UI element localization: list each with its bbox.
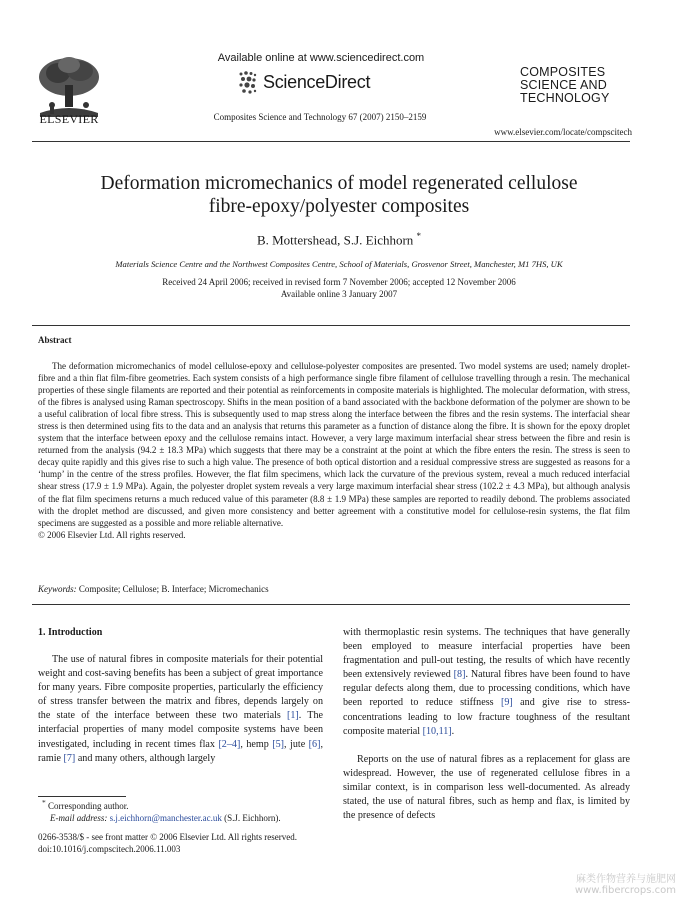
journal-name-line: COMPOSITES xyxy=(520,65,606,79)
affiliation: Materials Science Centre and the Northwest Composites Centre, School of Materials, Grosvenor Street, Manchester, M1 7HS, UK xyxy=(115,259,563,269)
citation-link[interactable]: [5] xyxy=(272,738,285,750)
introduction-heading: 1. Introduction xyxy=(38,627,103,638)
citation-link[interactable]: [6] xyxy=(308,738,321,750)
body-text: and many others, although largely xyxy=(75,752,216,764)
email-owner: (S.J. Eichhorn). xyxy=(224,812,281,823)
watermark-line: 麻类作物营养与施肥网 xyxy=(576,874,676,885)
body-text: . Natural fibres have been found to have regular defects along them, due to processing conditions, which have been reported to reduce stiffness xyxy=(343,669,630,709)
available-date: Available online 3 January 2007 xyxy=(280,289,398,299)
intro-paragraph-1-continued xyxy=(343,626,630,739)
publisher-name: ELSEVIER xyxy=(39,112,99,126)
journal-citation: Composites Science and Technology 67 (2007) 2150–2159 xyxy=(213,112,427,122)
citation-link[interactable]: [1] xyxy=(287,710,299,722)
issn-line: 0266-3538/$ - see front matter © 2006 Elsevier Ltd. All rights reserved. xyxy=(38,832,298,842)
footnote-text: Corresponding author. xyxy=(48,801,129,811)
body-text: . The interfacial properties of many model composite systems have been investigated, including in recent times flax xyxy=(38,710,323,750)
abstract-copyright: © 2006 Elsevier Ltd. All rights reserved. xyxy=(38,529,186,540)
header-divider xyxy=(32,141,630,142)
journal-name-line: SCIENCE AND xyxy=(520,78,607,92)
keywords-text: Composite; Cellulose; B. Interface; Micromechanics xyxy=(78,584,269,594)
watermark-line: www.fibercrops.com xyxy=(574,885,676,896)
footnote xyxy=(38,797,328,824)
email-link[interactable]: s.j.eichhorn@manchester.ac.uk xyxy=(109,812,222,823)
citation-link[interactable]: [9] xyxy=(500,697,513,709)
article-history xyxy=(40,276,638,300)
body-text: The use of natural fibres in composite materials for their potential weight and cost-saving benefits has been a subject of great importance for many years. Fibre composite properties, particularly the efficiency of stress transfer between the matrix and fibres, depends largely on the state of the interface between these two materials xyxy=(38,654,323,722)
title-line: fibre-epoxy/polyester composites xyxy=(208,196,470,217)
body-text: and give rise to stress-concentrations leading to low fracture toughness of the resultant composite material xyxy=(343,697,630,737)
citation-link[interactable]: [8] xyxy=(453,669,466,681)
article-title xyxy=(40,172,638,218)
sciencedirect-wordmark: ScienceDirect xyxy=(263,72,371,92)
abstract-bottom-divider xyxy=(32,604,630,605)
journal-name-line: TECHNOLOGY xyxy=(520,91,610,105)
citation-link[interactable]: [7] xyxy=(63,752,76,764)
intro-paragraph-1 xyxy=(38,653,323,766)
footnote-mark: * xyxy=(42,798,46,807)
author-list xyxy=(40,231,638,248)
title-line: Deformation micromechanics of model regenerated cellulose xyxy=(100,173,578,194)
authors-text: B. Mottershead, S.J. Eichhorn xyxy=(256,232,414,248)
abstract-heading: Abstract xyxy=(38,335,72,345)
body-text: with thermoplastic resin systems. The techniques that have generally been employed to measure interfacial properties have been fragmentation and pull-out testing, the results of which have recently been extensively reviewed xyxy=(343,627,630,681)
abstract-body xyxy=(38,360,630,541)
citation-link[interactable]: [2–4] xyxy=(218,738,241,750)
sciencedirect-dots-logo-icon xyxy=(238,70,258,96)
site-watermark xyxy=(540,874,676,896)
abstract-top-divider xyxy=(32,325,630,326)
intro-paragraph-2: Reports on the use of natural fibres as a replacement for glass are widespread. However, the use of regenerated cellulose fibres in a similar context, is in comparison less well-documented. As already stated, the use of natural fibres, such as hemp and flax, is limited by the presence of defects xyxy=(343,754,630,822)
keywords-label: Keywords: xyxy=(38,584,77,594)
abstract-text: The deformation micromechanics of model cellulose-epoxy and cellulose-polyester composites are presented. Two model systems are used; namely droplet-fibre and a thin flat film-fibre geometries. Each system consists of a high performance single fibre filament of cellulose travelling through a resin. The mechanical properties of these single filaments are reported and their potential as reinforcements in composite materials is highlighted. The molecular deformation, with stress, of the fibres is analysed using Raman spectroscopy. Shifts in the mean position of a band associated with the backbone deformation of the polymer are shown to be a useful calibration of local fibre stress. This is subsequently used to map stress along the interface between the fibres and the resin systems. The interfacial shear stress is then determined using fits to the data and an analysis that returns this parameter as a function of distance along the fibre. It is shown for the epoxy droplet system that the interface between epoxy and the cellulose remains intact. However, a very large maximum interfacial shear stress between the fibre and resin is returned from the analysis (94.2 ± 18.3 MPa) which suggests that there may be a constraint at the point at which the fibre enters the resin. The stress is seen to decay quite rapidly and this gives rise to such a high value. The presence of both optical distortion and a residual compressive stress are suggested as reasons for a ‘hump’ in the centre of the stress profiles. However, the flat film specimens, which lack the curvature of the previous system, reveal a much reduced interfacial shear stress (17.9 ± 1.9 MPa). Again, the polyester droplet system reveals a very large maximum interfacial shear stress (102.2 ± 4.3 MPa), but although analysis of the flat film specimens returns a much reduced value of this parameter (8.8 ± 1.9 MPa) these samples are reported to readily debond. The problems associated with the droplet method are discussed, and given more consistency and better agreement with a constitutive model for cellulose-resin systems, the flat film specimens are suggested as a possible and more reliable alternative. xyxy=(38,361,630,528)
citation-link[interactable]: [10,11] xyxy=(422,725,452,737)
body-text: , hemp xyxy=(240,738,273,750)
available-online-text[interactable]: Available online at www.sciencedirect.com xyxy=(217,52,425,64)
body-text: , ramie xyxy=(38,738,323,764)
email-label: E-mail address: xyxy=(50,812,108,823)
front-matter xyxy=(38,832,338,855)
body-text: . xyxy=(451,725,455,737)
journal-name xyxy=(520,66,642,105)
received-dates: Received 24 April 2006; received in revised form 7 November 2006; accepted 12 November 2006 xyxy=(162,277,516,287)
journal-url[interactable]: www.elsevier.com/locate/compscitech xyxy=(494,127,632,137)
doi-line[interactable]: doi:10.1016/j.compscitech.2006.11.003 xyxy=(38,843,181,854)
keywords xyxy=(38,584,630,594)
corresponding-author-mark[interactable]: * xyxy=(416,231,422,241)
body-text: , jute xyxy=(284,738,309,750)
